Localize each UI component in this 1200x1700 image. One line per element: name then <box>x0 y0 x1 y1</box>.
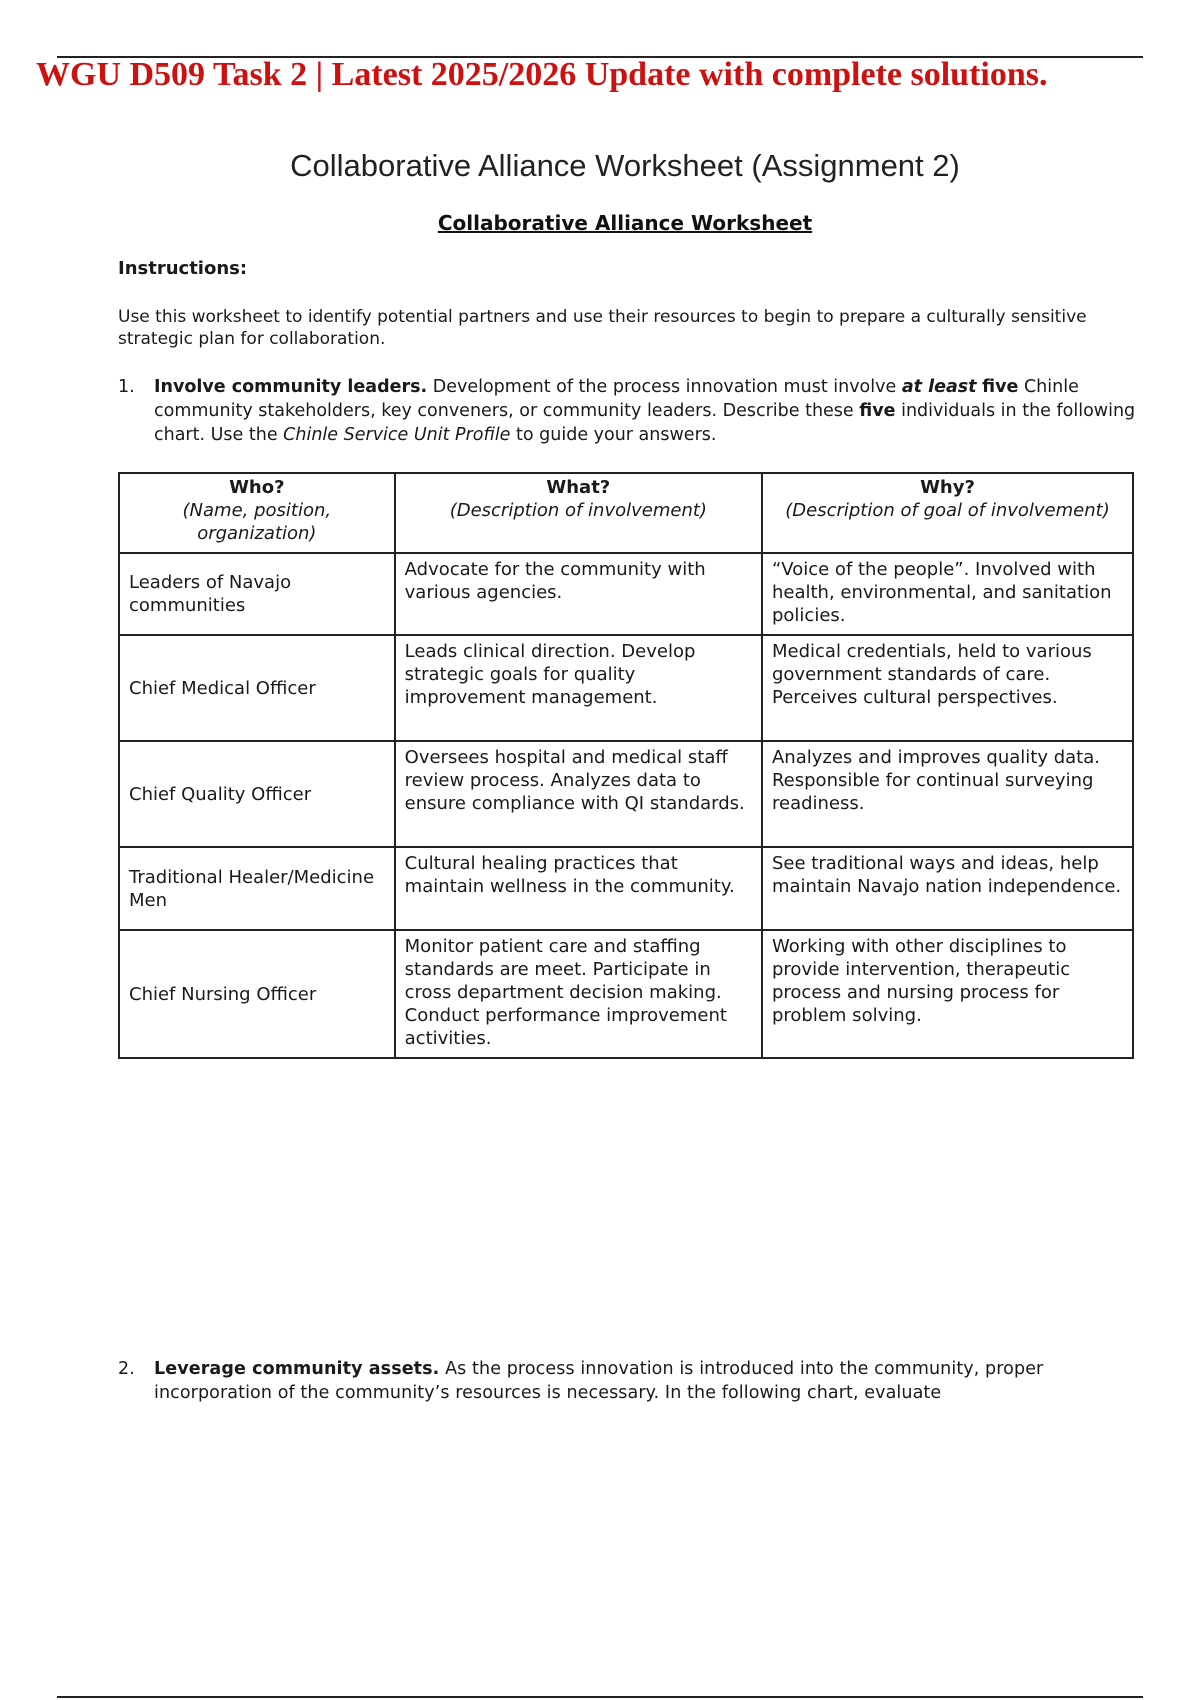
question-1 <box>118 375 1138 447</box>
question-lead: Leverage community assets. <box>154 1359 440 1379</box>
question-text: individuals in the following chart. Use the <box>154 401 1136 445</box>
question-text: to guide your answers. <box>510 425 717 445</box>
promo-banner: WGU D509 Task 2 | Latest 2025/2026 Update with complete solutions. <box>36 56 1048 93</box>
cell-who: Traditional Healer/Medicine Men <box>119 847 395 930</box>
question-text: As the process innovation is introduced into the community, proper incorporation of the community’s resources is necessary. In the following chart, evaluate <box>154 1359 1044 1403</box>
question-number: 2. <box>118 1359 135 1379</box>
table-row <box>119 847 1133 930</box>
cell-what: Monitor patient care and staffing standards are meet. Participate in cross department decision making. Conduct performance improvement activities. <box>395 930 762 1058</box>
question-lead: Involve community leaders. <box>154 377 428 397</box>
cell-why: Working with other disciplines to provide intervention, therapeutic process and nursing process for problem solving. <box>762 930 1133 1058</box>
profile-reference: Chinle Service Unit Profile <box>283 425 511 445</box>
cell-who: Chief Nursing Officer <box>119 930 395 1058</box>
emphasis-five: five <box>982 377 1019 397</box>
worksheet-heading: Collaborative Alliance Worksheet <box>437 211 813 235</box>
header-what <box>395 473 762 553</box>
cell-who: Chief Quality Officer <box>119 741 395 847</box>
question-text: Chinle community stakeholders, key conveners, or community leaders. Describe these <box>154 377 1079 421</box>
cell-why: Medical credentials, held to various government standards of care. Perceives cultural perspectives. <box>762 635 1133 741</box>
cell-what: Advocate for the community with various agencies. <box>395 553 762 635</box>
question-text: Development of the process innovation must involve <box>427 377 902 397</box>
cell-why: “Voice of the people”. Involved with health, environmental, and sanitation policies. <box>762 553 1133 635</box>
header-title: Who? <box>229 477 285 498</box>
table-row <box>119 553 1133 635</box>
cell-why: Analyzes and improves quality data. Responsible for continual surveying readiness. <box>762 741 1133 847</box>
cell-why: See traditional ways and ideas, help maintain Navajo nation independence. <box>762 847 1133 930</box>
table-row <box>119 930 1133 1058</box>
cell-who: Leaders of Navajo communities <box>119 553 395 635</box>
cell-what: Cultural healing practices that maintain wellness in the community. <box>395 847 762 930</box>
document-title: Collaborative Alliance Worksheet (Assignment 2) <box>290 148 960 183</box>
question-body <box>154 1357 1138 1405</box>
question-2 <box>118 1357 1138 1405</box>
question-number: 1. <box>118 377 135 397</box>
header-who <box>119 473 395 553</box>
table-row <box>119 741 1133 847</box>
header-subtitle: (Description of goal of involvement) <box>785 500 1110 521</box>
cell-what: Oversees hospital and medical staff review process. Analyzes data to ensure compliance with QI standards. <box>395 741 762 847</box>
emphasis-at-least: at least <box>901 377 977 397</box>
cell-who: Chief Medical Officer <box>119 635 395 741</box>
chart-header-row <box>119 473 1133 553</box>
header-title: What? <box>546 477 611 498</box>
header-subtitle: (Description of involvement) <box>449 500 707 521</box>
instructions-label: Instructions: <box>118 258 248 279</box>
emphasis-five: five <box>859 401 896 421</box>
cell-what: Leads clinical direction. Develop strategic goals for quality improvement management. <box>395 635 762 741</box>
bottom-rule <box>57 1696 1143 1698</box>
header-why <box>762 473 1133 553</box>
instructions-text: Use this worksheet to identify potential partners and use their resources to begin to prepare a culturally sensitive strategic plan for collaboration. <box>118 307 1087 349</box>
header-subtitle: (Name, position, organization) <box>182 500 332 544</box>
header-title: Why? <box>920 477 975 498</box>
table-row <box>119 635 1133 741</box>
question-body <box>154 375 1138 447</box>
stakeholder-chart <box>118 472 1134 1059</box>
